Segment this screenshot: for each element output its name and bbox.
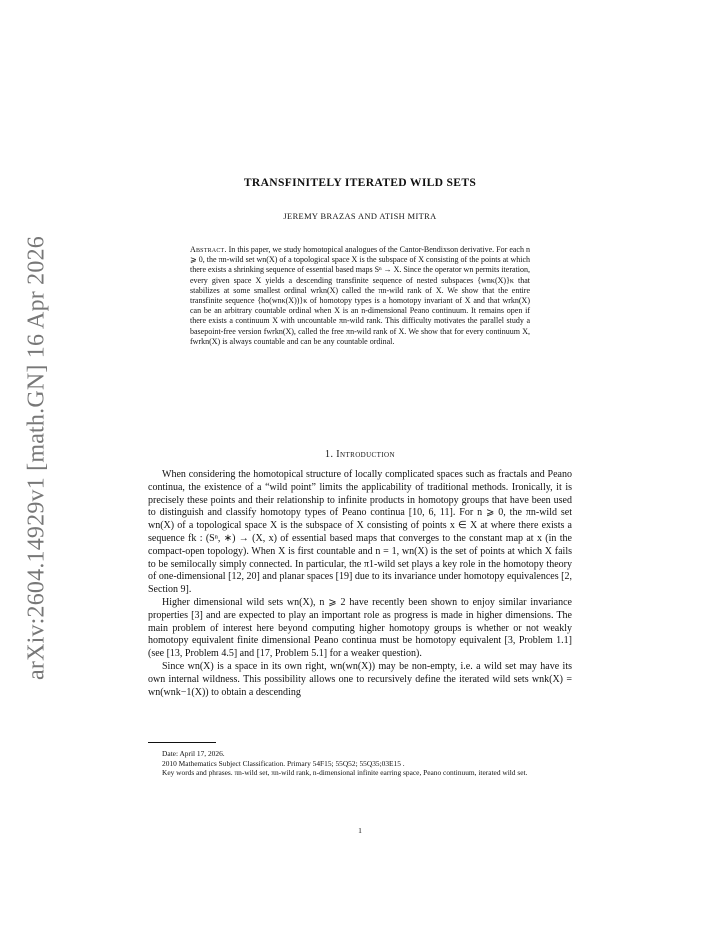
section-title: Introduction	[336, 449, 395, 460]
abstract-text: In this paper, we study homotopical analogues of the Cantor-Bendixson derivative. For each n ⩾ 0, the πn-wild set wn(X) of a topological space X is the subspace of X consisting of the points at which there exists a shrinking sequence of essential based maps Sⁿ → X. Since the operator wn permits iteration, every given space X yields a descending transfinite sequence of nested subspaces {wnκ(X)}κ that stabilizes at some smallest ordinal wrkn(X) called the πn-wild rank of X. We show that the entire transfinite sequence {ho(wnκ(X))}κ of homotopy types is a homotopy invariant of X and that wrkn(X) can be an arbitrary countable ordinal when X is an n-dimensional Peano continuum. It remains open if there exists a continuum X with uncountable πn-wild rank. This difficulty motivates the parallel study a basepoint-free version fwrkn(X), called the free πn-wild rank of X. We show that for every continuum X, fwrkn(X) is always countable and can be any countable ordinal.	[190, 245, 531, 346]
section-heading	[148, 449, 572, 460]
footnote-divider	[148, 742, 216, 743]
paragraph-3: Since wn(X) is a space in its own right, wn(wn(X)) may be non-empty, i.e. a wild set may have its own internal wildness. This possibility allows one to recursively define the iterated wild sets wnk(X) = wn(wnk−1(X)) to obtain a descending	[148, 660, 572, 698]
page-number: 1	[358, 826, 362, 835]
footnote-date: Date: April 17, 2026.	[162, 749, 225, 758]
footnote-msc: 2010 Mathematics Subject Classification. Primary 54F15; 55Q52; 55Q35;03E15 .	[162, 758, 405, 768]
paper-authors: JEREMY BRAZAS AND ATISH MITRA	[283, 212, 437, 221]
body-text	[148, 469, 572, 699]
section-number: 1.	[325, 449, 334, 460]
footnote-keywords: Key words and phrases. πn-wild set, πn-wild rank, n-dimensional infinite earring space, Peano continuum, iterated wild set.	[162, 768, 528, 778]
paper-title: TRANSFINITELY ITERATED WILD SETS	[243, 176, 477, 189]
paragraph-1: When considering the homotopical structure of locally complicated spaces such as fractals and Peano continua, the existence of a “wild point” limits the applicability of traditional methods. Ironically, it is precisely these points and their relationship to infinite products in homotopy groups that have been used to distinguish and classify homotopy types of Peano continua [10, 6, 11]. For n ⩾ 0, the πn-wild set wn(X) of a topological space X is the subspace of X consisting of points x ∈ X at where there exists a sequence fk : (Sⁿ, ∗) → (X, x) of essential based maps that converges to the constant map at x (in the compact-open topology). When X is first countable and n = 1, wn(X) is the set of points at which X fails to be semilocally simply connected. In particular, the π1-wild set plays a key role in the homotopy theory of one-dimensional [12, 20] and planar spaces [19] due to its invariance under homotopy equivalences [2, Section 9].	[148, 469, 572, 596]
abstract	[190, 245, 530, 347]
arxiv-identifier-stamp[interactable]: arXiv:2604.14929v1 [math.GN] 16 Apr 2026	[23, 236, 50, 680]
abstract-label: Abstract.	[190, 245, 227, 254]
footnotes	[148, 749, 572, 778]
paragraph-2: Higher dimensional wild sets wn(X), n ⩾ 2 have recently been shown to enjoy similar invariance properties [3] and are expected to play an important role as progress is made in higher dimensions. The main problem of interest here beyond computing higher homotopy groups is whether or not weakly homotopy equivalent finite dimensional Peano continua must be homotopy equivalent [3, Problem 1.1] (see [13, Problem 4.5] and [17, Problem 5.1] for a weaker question).	[148, 596, 572, 660]
